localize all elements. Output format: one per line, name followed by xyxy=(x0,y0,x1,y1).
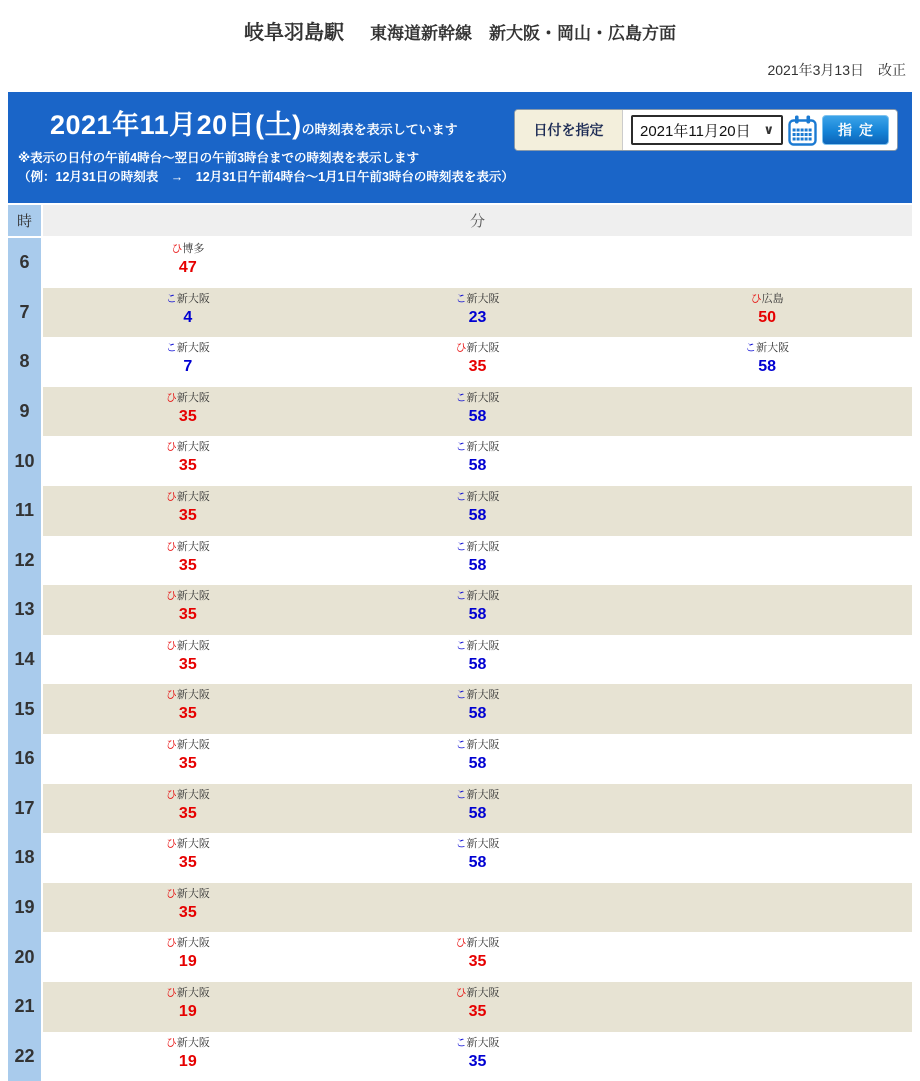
train-destination: 新大阪 xyxy=(466,1037,499,1049)
train-entry xyxy=(333,982,623,1032)
train-entry xyxy=(43,883,333,933)
chevron-down-icon: ∨ xyxy=(763,122,774,138)
train-destination: 新大阪 xyxy=(466,689,499,701)
train-minute: 35 xyxy=(43,903,333,923)
train-minute: 58 xyxy=(333,506,623,526)
train-minute: 35 xyxy=(333,357,623,377)
train-entry xyxy=(43,288,333,338)
train-minute: 35 xyxy=(43,556,333,576)
train-type-destination xyxy=(333,292,623,306)
table-row xyxy=(43,486,912,536)
train-entry xyxy=(333,585,623,635)
date-picker-widget xyxy=(514,109,898,151)
train-entry xyxy=(43,536,333,586)
train-destination: 新大阪 xyxy=(177,888,210,900)
hour-cell: 22 xyxy=(8,1032,41,1081)
hour-cell: 9 xyxy=(8,387,41,437)
train-type-destination xyxy=(43,440,333,454)
train-type-destination xyxy=(43,738,333,752)
train-type-char: ひ xyxy=(166,888,177,900)
train-entry xyxy=(333,337,623,387)
train-destination: 新大阪 xyxy=(177,689,210,701)
table-row xyxy=(43,833,912,883)
calendar-button[interactable] xyxy=(788,115,817,146)
train-minute: 58 xyxy=(333,407,623,427)
train-type-destination xyxy=(333,440,623,454)
empty-slot xyxy=(622,982,912,1032)
train-minute: 58 xyxy=(622,357,912,377)
train-destination: 新大阪 xyxy=(177,491,210,503)
train-destination: 新大阪 xyxy=(177,441,210,453)
train-destination: 新大阪 xyxy=(466,293,499,305)
train-entry xyxy=(43,932,333,982)
train-type-destination xyxy=(333,391,623,405)
train-minute: 19 xyxy=(43,1052,333,1072)
train-destination: 新大阪 xyxy=(177,590,210,602)
hour-cell: 15 xyxy=(8,684,41,734)
train-type-char: こ xyxy=(455,491,466,503)
train-entry xyxy=(333,784,623,834)
train-entry xyxy=(333,932,623,982)
train-entry xyxy=(622,288,912,338)
empty-slot xyxy=(622,734,912,784)
hour-cell: 6 xyxy=(8,238,41,288)
train-minute: 35 xyxy=(43,754,333,774)
train-destination: 新大阪 xyxy=(177,838,210,850)
train-entry xyxy=(43,635,333,685)
train-type-destination xyxy=(333,688,623,702)
train-minute: 35 xyxy=(333,1052,623,1072)
train-type-char: こ xyxy=(455,640,466,652)
hour-header-cell: 時 xyxy=(8,205,41,236)
train-destination: 新大阪 xyxy=(466,789,499,801)
table-row xyxy=(43,784,912,834)
train-destination: 新大阪 xyxy=(177,937,210,949)
train-entry xyxy=(43,833,333,883)
table-row xyxy=(43,932,912,982)
train-type-char: ひ xyxy=(455,937,466,949)
page-title xyxy=(0,16,920,45)
train-type-char: ひ xyxy=(166,541,177,553)
train-type-destination xyxy=(43,391,333,405)
train-type-char: ひ xyxy=(166,1037,177,1049)
train-destination: 博多 xyxy=(182,243,204,255)
train-entry xyxy=(43,784,333,834)
train-entry xyxy=(333,536,623,586)
hour-cell: 18 xyxy=(8,833,41,883)
revision-date: 2021年3月13日 改正 xyxy=(0,60,906,80)
empty-slot xyxy=(622,1032,912,1081)
table-row xyxy=(43,387,912,437)
train-type-destination xyxy=(622,341,912,355)
train-minute: 58 xyxy=(333,704,623,724)
table-row xyxy=(43,337,912,387)
empty-slot xyxy=(622,635,912,685)
train-type-char: こ xyxy=(455,739,466,751)
train-minute: 35 xyxy=(43,853,333,873)
train-type-destination xyxy=(43,242,333,256)
train-type-destination xyxy=(333,738,623,752)
train-entry xyxy=(333,1032,623,1081)
train-type-char: こ xyxy=(455,789,466,801)
hour-cell: 12 xyxy=(8,536,41,586)
train-type-destination xyxy=(622,292,912,306)
empty-slot xyxy=(333,238,623,288)
train-minute: 35 xyxy=(43,605,333,625)
train-destination: 新大阪 xyxy=(466,987,499,999)
displayed-date-suffix: の時刻表を表示しています xyxy=(302,122,458,137)
train-type-destination xyxy=(333,1036,623,1050)
train-minute: 4 xyxy=(43,308,333,328)
train-entry xyxy=(333,288,623,338)
table-row xyxy=(43,585,912,635)
date-picker-content xyxy=(623,110,897,150)
note-line-1: ※表示の日付の午前4時台～翌日の午前3時台までの時刻表を表示します xyxy=(18,149,912,168)
train-type-char: ひ xyxy=(166,491,177,503)
train-type-destination xyxy=(43,1036,333,1050)
hour-cell: 7 xyxy=(8,288,41,338)
table-row xyxy=(43,288,912,338)
table-row xyxy=(43,436,912,486)
train-minute: 35 xyxy=(43,804,333,824)
hour-cell: 20 xyxy=(8,932,41,982)
timetable-body xyxy=(8,238,912,1081)
train-entry xyxy=(333,684,623,734)
train-type-char: ひ xyxy=(166,789,177,801)
train-minute: 47 xyxy=(43,258,333,278)
date-select-value: 2021年11月20日 xyxy=(640,120,751,141)
train-entry xyxy=(43,387,333,437)
table-row xyxy=(43,536,912,586)
hour-cell: 21 xyxy=(8,982,41,1032)
train-minute: 35 xyxy=(333,952,623,972)
train-type-destination xyxy=(43,639,333,653)
hour-cell: 14 xyxy=(8,635,41,685)
train-type-destination xyxy=(43,887,333,901)
train-destination: 新大阪 xyxy=(466,838,499,850)
train-minute: 35 xyxy=(43,506,333,526)
train-destination: 新大阪 xyxy=(466,640,499,652)
train-destination: 新大阪 xyxy=(177,789,210,801)
train-type-char: こ xyxy=(455,293,466,305)
train-destination: 新大阪 xyxy=(466,541,499,553)
train-type-destination xyxy=(43,292,333,306)
train-entry xyxy=(43,684,333,734)
note-line-2: （例：12月31日の時刻表 → 12月31日午前4時台～1月1日午前3時台の時刻表を表示） xyxy=(18,168,912,187)
train-minute: 23 xyxy=(333,308,623,328)
train-type-destination xyxy=(333,589,623,603)
train-destination: 新大阪 xyxy=(466,342,499,354)
train-destination: 新大阪 xyxy=(756,342,789,354)
train-entry xyxy=(333,387,623,437)
train-minute: 7 xyxy=(43,357,333,377)
hour-cell: 16 xyxy=(8,734,41,784)
train-type-destination xyxy=(43,936,333,950)
train-type-char: ひ xyxy=(751,293,762,305)
train-minute: 58 xyxy=(333,754,623,774)
train-entry xyxy=(43,238,333,288)
empty-slot xyxy=(622,684,912,734)
table-row xyxy=(43,635,912,685)
train-type-destination xyxy=(333,788,623,802)
train-type-char: ひ xyxy=(166,689,177,701)
train-entry xyxy=(43,1032,333,1081)
train-type-char: ひ xyxy=(166,987,177,999)
train-entry xyxy=(43,585,333,635)
timetable-banner xyxy=(8,92,912,203)
train-entry xyxy=(43,436,333,486)
train-minute: 35 xyxy=(43,655,333,675)
displayed-date: 2021年11月20日(土) xyxy=(50,110,302,140)
train-destination: 新大阪 xyxy=(466,590,499,602)
train-type-char: こ xyxy=(455,838,466,850)
empty-slot xyxy=(622,436,912,486)
train-entry xyxy=(43,982,333,1032)
train-type-destination xyxy=(333,986,623,1000)
train-type-char: こ xyxy=(455,590,466,602)
train-type-char: ひ xyxy=(166,739,177,751)
train-type-char: こ xyxy=(455,541,466,553)
hour-cell: 13 xyxy=(8,585,41,635)
train-minute: 35 xyxy=(333,1002,623,1022)
train-destination: 新大阪 xyxy=(466,937,499,949)
train-destination: 新大阪 xyxy=(177,739,210,751)
train-destination: 新大阪 xyxy=(466,491,499,503)
train-entry xyxy=(622,337,912,387)
table-row xyxy=(43,734,912,784)
train-type-destination xyxy=(333,837,623,851)
train-type-char: ひ xyxy=(166,838,177,850)
train-destination: 新大阪 xyxy=(466,392,499,404)
train-minute: 50 xyxy=(622,308,912,328)
table-row xyxy=(43,982,912,1032)
train-destination: 新大阪 xyxy=(177,987,210,999)
hour-column xyxy=(8,238,41,1081)
train-minute: 35 xyxy=(43,704,333,724)
train-destination: 新大阪 xyxy=(177,640,210,652)
train-minute: 58 xyxy=(333,804,623,824)
empty-slot xyxy=(622,387,912,437)
empty-slot xyxy=(622,883,912,933)
date-picker-label: 日付を指定 xyxy=(515,110,623,150)
train-minute: 19 xyxy=(43,952,333,972)
train-type-destination xyxy=(43,589,333,603)
train-type-char: こ xyxy=(455,392,466,404)
train-destination: 新大阪 xyxy=(466,739,499,751)
empty-slot xyxy=(622,536,912,586)
hour-cell: 11 xyxy=(8,486,41,536)
train-type-char: こ xyxy=(166,342,177,354)
calendar-icon xyxy=(788,115,817,146)
empty-slot xyxy=(622,238,912,288)
train-type-char: ひ xyxy=(171,243,182,255)
train-minute: 58 xyxy=(333,655,623,675)
table-row xyxy=(43,1032,912,1081)
train-minute: 35 xyxy=(43,456,333,476)
train-type-destination xyxy=(333,540,623,554)
train-minute: 58 xyxy=(333,853,623,873)
empty-slot xyxy=(622,784,912,834)
train-type-char: こ xyxy=(455,1037,466,1049)
table-row xyxy=(43,883,912,933)
train-destination: 新大阪 xyxy=(177,342,210,354)
train-type-char: ひ xyxy=(166,441,177,453)
train-type-destination xyxy=(43,540,333,554)
train-destination: 新大阪 xyxy=(177,541,210,553)
empty-slot xyxy=(622,932,912,982)
empty-slot xyxy=(622,833,912,883)
train-type-destination xyxy=(43,688,333,702)
minute-header-cell: 分 xyxy=(43,205,912,236)
train-type-char: ひ xyxy=(166,392,177,404)
train-destination: 新大阪 xyxy=(177,392,210,404)
train-type-destination xyxy=(43,986,333,1000)
timetable xyxy=(8,205,912,1081)
train-type-char: ひ xyxy=(455,987,466,999)
table-row xyxy=(43,238,912,288)
date-select[interactable] xyxy=(631,115,783,145)
train-destination: 広島 xyxy=(762,293,784,305)
train-type-destination xyxy=(333,490,623,504)
train-entry xyxy=(43,337,333,387)
train-minute: 19 xyxy=(43,1002,333,1022)
submit-date-button[interactable]: 指定 xyxy=(822,115,889,145)
train-minute: 58 xyxy=(333,605,623,625)
empty-slot xyxy=(333,883,623,933)
line-direction: 東海道新幹線 新大阪・岡山・広島方面 xyxy=(370,24,676,43)
train-destination: 新大阪 xyxy=(177,293,210,305)
hour-cell: 8 xyxy=(8,337,41,387)
train-type-destination xyxy=(333,639,623,653)
train-destination: 新大阪 xyxy=(177,1037,210,1049)
train-type-destination xyxy=(333,936,623,950)
train-type-char: ひ xyxy=(166,590,177,602)
minute-rows xyxy=(43,238,912,1081)
train-entry xyxy=(43,486,333,536)
train-type-destination xyxy=(43,341,333,355)
train-type-char: こ xyxy=(455,441,466,453)
train-type-char: こ xyxy=(455,689,466,701)
train-minute: 58 xyxy=(333,456,623,476)
train-entry xyxy=(333,486,623,536)
train-destination: 新大阪 xyxy=(466,441,499,453)
train-entry xyxy=(333,833,623,883)
train-type-destination xyxy=(43,490,333,504)
train-minute: 58 xyxy=(333,556,623,576)
train-type-destination xyxy=(333,341,623,355)
train-minute: 35 xyxy=(43,407,333,427)
timetable-header-row xyxy=(8,205,912,236)
station-name: 岐阜羽島駅 xyxy=(244,22,344,44)
train-entry xyxy=(333,635,623,685)
train-type-char: こ xyxy=(745,342,756,354)
train-entry xyxy=(333,436,623,486)
train-type-char: ひ xyxy=(166,937,177,949)
hour-cell: 19 xyxy=(8,883,41,933)
train-type-destination xyxy=(43,837,333,851)
empty-slot xyxy=(622,486,912,536)
train-entry xyxy=(43,734,333,784)
train-type-char: こ xyxy=(166,293,177,305)
page-header xyxy=(0,0,920,80)
empty-slot xyxy=(622,585,912,635)
hour-cell: 17 xyxy=(8,784,41,834)
train-type-char: ひ xyxy=(455,342,466,354)
train-type-char: ひ xyxy=(166,640,177,652)
train-entry xyxy=(333,734,623,784)
table-row xyxy=(43,684,912,734)
train-type-destination xyxy=(43,788,333,802)
hour-cell: 10 xyxy=(8,436,41,486)
